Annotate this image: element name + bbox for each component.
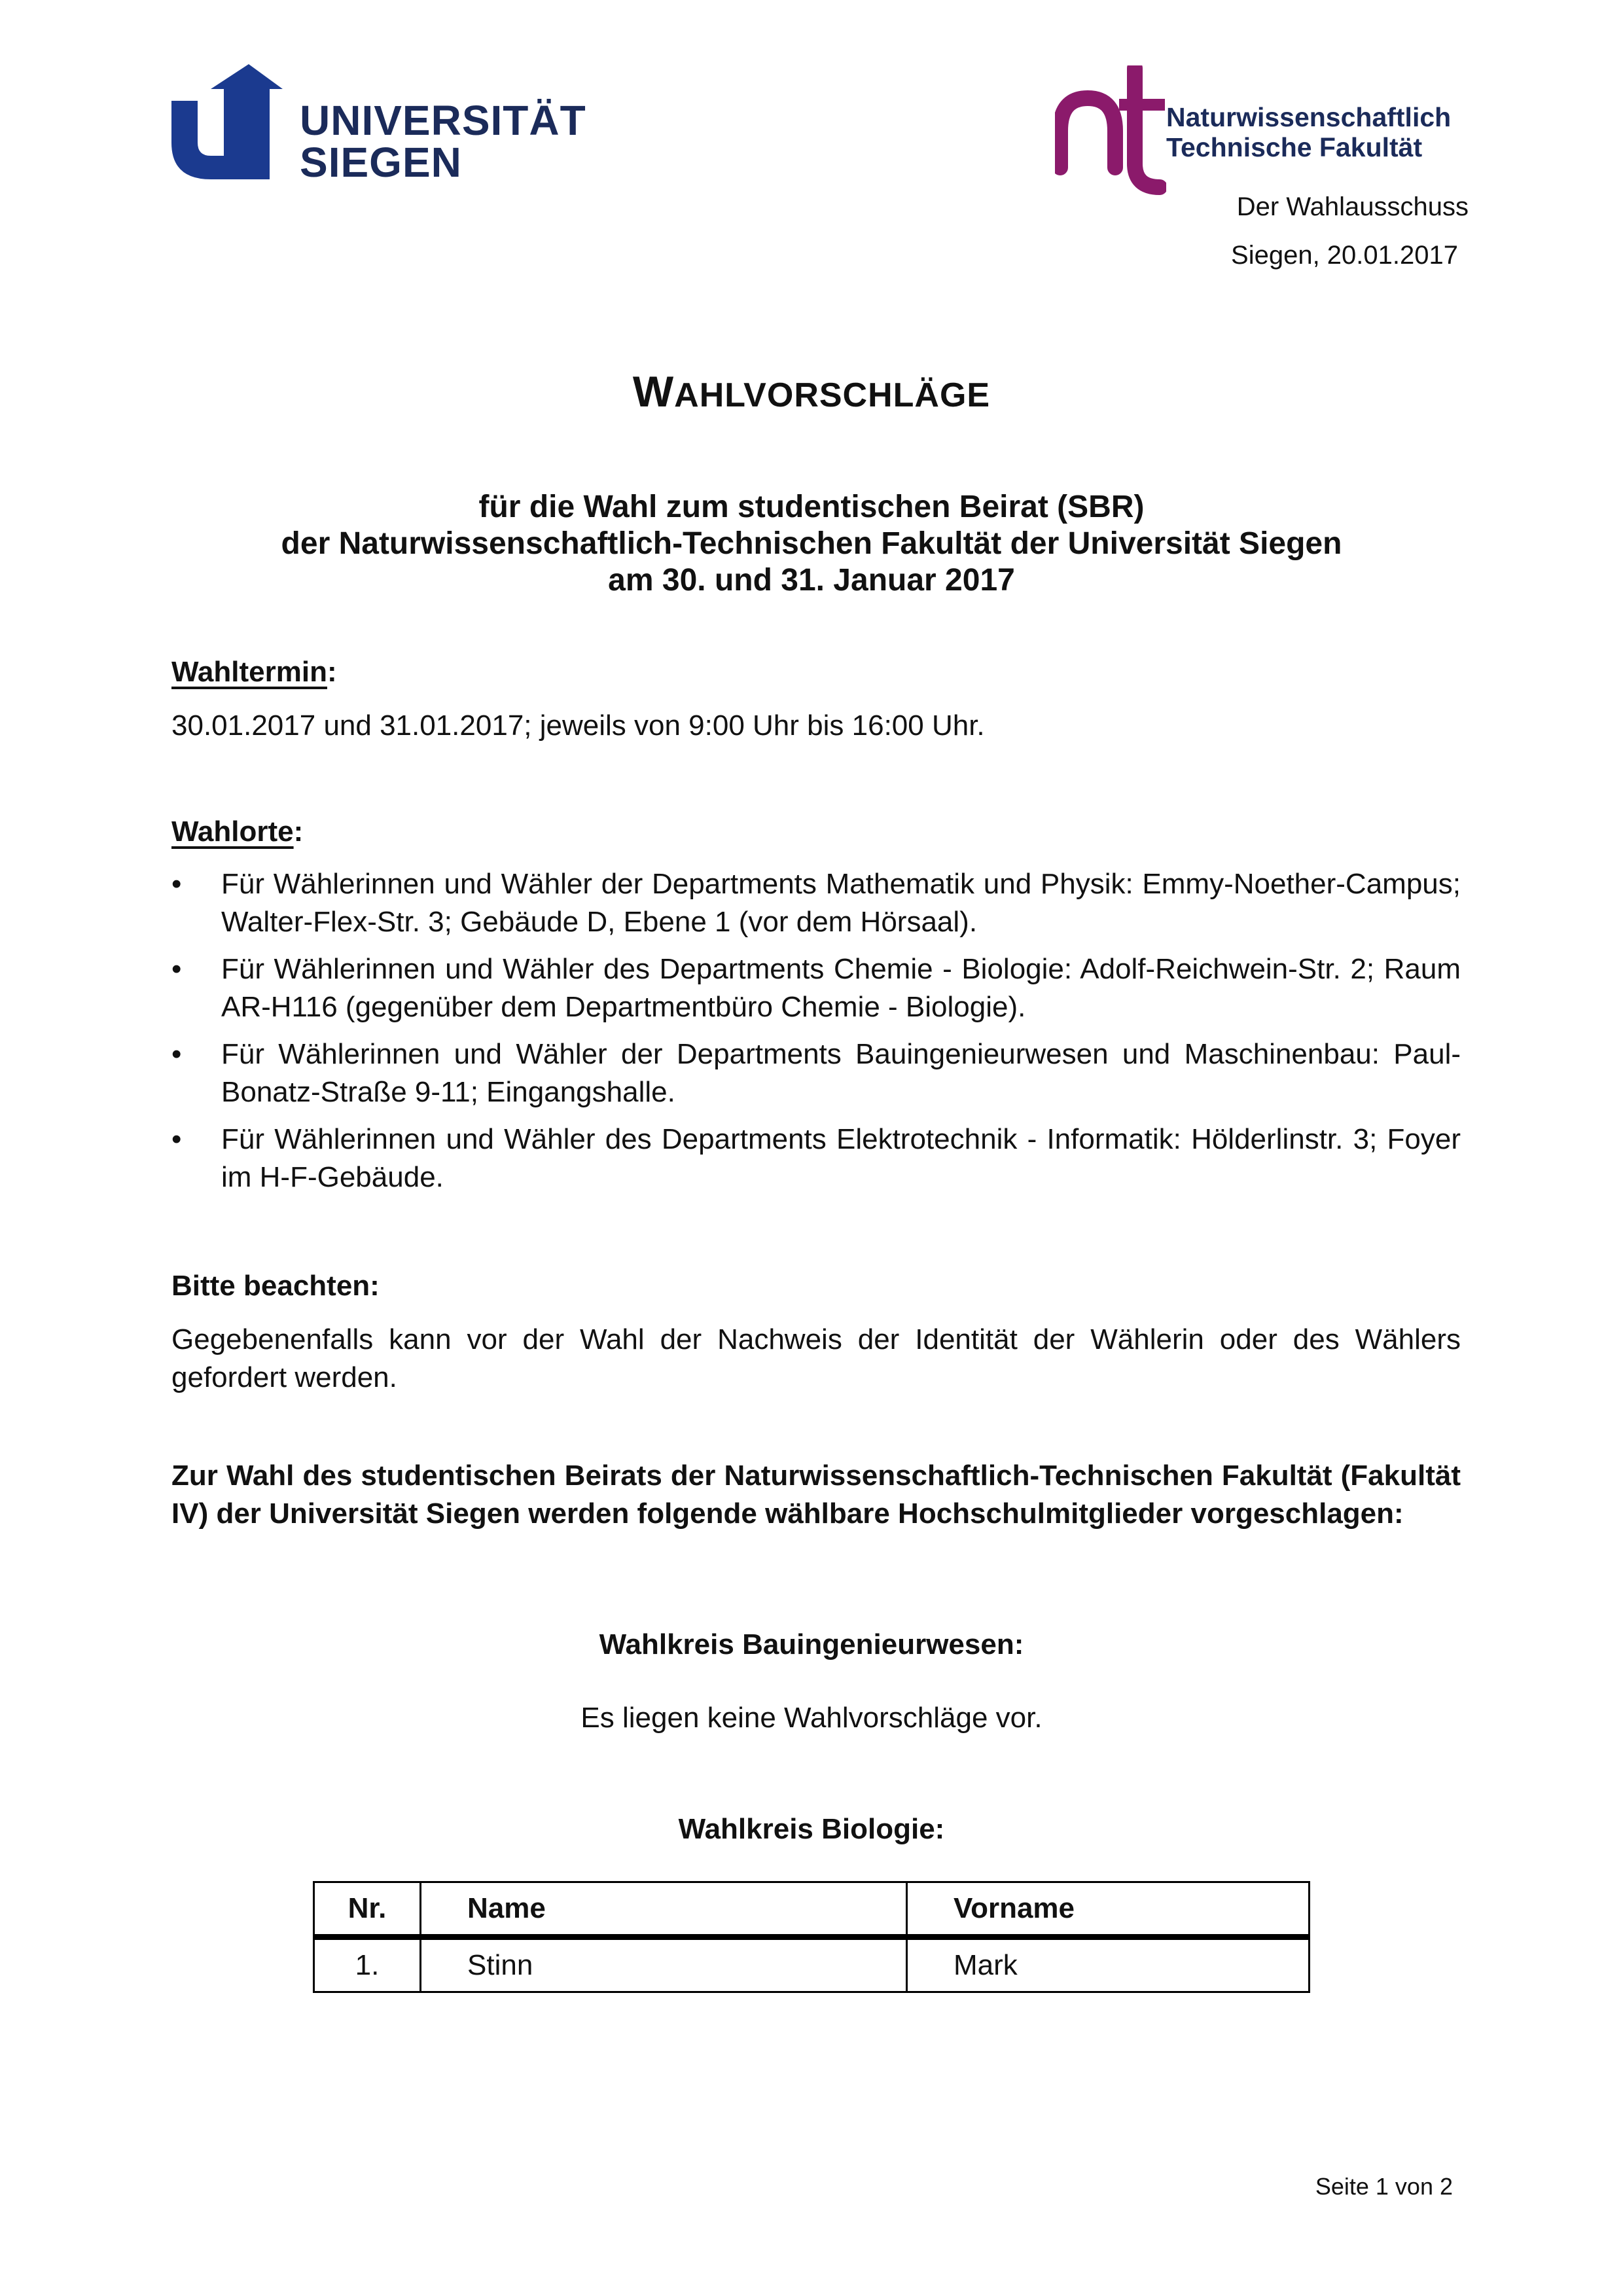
cell-name: Stinn [421, 1937, 907, 1992]
column-header-name: Name [421, 1882, 907, 1937]
constituency-heading-biologie: Wahlkreis Biologie: [678, 1813, 945, 1845]
column-header-nr: Nr. [314, 1882, 421, 1937]
wahlorte-colon: : [293, 816, 304, 848]
document-date: Siegen, 20.01.2017 [1231, 241, 1458, 270]
uni-logo-line2: SIEGEN [300, 139, 462, 186]
page-number: Seite 1 von 2 [1315, 2173, 1453, 2200]
wahltermin-text: 30.01.2017 und 31.01.2017; jeweils von 9:00 Uhr bis 16:00 Uhr. [171, 709, 985, 742]
table-header-row [314, 1882, 1310, 1937]
column-header-vorname: Vorname [907, 1882, 1310, 1937]
list-item [171, 1121, 1461, 1196]
bullet-icon: • [171, 953, 182, 985]
polling-place-text: Für Wählerinnen und Wähler des Departments Chemie - Biologie: Adolf-Reichwein-Str. 2; Raum AR-H116 (gegenüber dem Departmentbüro Chemie - Biologie). [221, 953, 1461, 1023]
faculty-logo-line1: Naturwissenschaftlich [1166, 102, 1452, 132]
list-item [171, 950, 1461, 1026]
intro-paragraph: Zur Wahl des studentischen Beirats der Naturwissenschaftlich-Technischen Fakultät (Fakultät IV) der Universität Siegen werden folgende wählbare Hochschulmitglieder vorgeschlagen: [171, 1460, 1461, 1530]
constituency-heading-bauingenieurwesen: Wahlkreis Bauingenieurwesen: [599, 1628, 1024, 1660]
cell-vorname: Mark [907, 1937, 1310, 1992]
table-row [314, 1937, 1310, 1992]
bullet-icon: • [171, 1038, 182, 1070]
subtitle-line-3: am 30. und 31. Januar 2017 [608, 563, 1015, 598]
note-heading: Bitte beachten: [171, 1270, 380, 1302]
constituency-text-bauingenieurwesen: Es liegen keine Wahlvorschläge vor. [580, 1702, 1043, 1734]
uni-logo-line1: UNIVERSITÄT [300, 97, 586, 144]
university-logo [171, 64, 584, 188]
page-title-rest: AHLVORSCHLÄGE [674, 376, 991, 414]
note-text: Gegebenenfalls kann vor der Wahl der Nachweis der Identität der Wählerin oder des Wählers gefordert werden. [171, 1323, 1461, 1393]
bullet-icon: • [171, 1123, 182, 1155]
polling-places-list [171, 865, 1461, 1206]
subtitle-line-1: für die Wahl zum studentischen Beirat (SBR) [478, 490, 1145, 524]
wahlorte-heading [171, 813, 1461, 851]
page-title-initial: W [632, 367, 675, 416]
committee-label: Der Wahlausschuss [1236, 192, 1469, 221]
subtitle-line-2: der Naturwissenschaftlich-Technischen Fakultät der Universität Siegen [281, 526, 1342, 561]
polling-place-text: Für Wählerinnen und Wähler der Departments Mathematik und Physik: Emmy-Noether-Campus; Walter-Flex-Str. 3; Gebäude D, Ebene 1 (vor dem Hörsaal). [221, 868, 1461, 938]
list-item [171, 1035, 1461, 1111]
list-item [171, 865, 1461, 941]
page-title [0, 367, 1623, 416]
university-emblem-icon [171, 64, 283, 179]
wahlorte-heading-text: Wahlorte [171, 816, 294, 848]
bullet-icon: • [171, 868, 182, 900]
cell-nr: 1. [314, 1937, 421, 1992]
faculty-logo-line2: Technische Fakultät [1166, 132, 1423, 162]
faculty-logo [1055, 65, 1480, 196]
faculty-nt-icon [1055, 65, 1166, 196]
polling-place-text: Für Wählerinnen und Wähler des Departments Elektrotechnik - Informatik: Hölderlinstr. 3; Foyer im H-F-Gebäude. [221, 1123, 1461, 1193]
wahltermin-colon: : [327, 656, 337, 688]
wahltermin-heading-text: Wahltermin [171, 656, 327, 688]
candidate-table [313, 1881, 1310, 1993]
wahltermin-heading [171, 653, 1461, 691]
polling-place-text: Für Wählerinnen und Wähler der Departments Bauingenieurwesen und Maschinenbau: Paul-Bonatz-Straße 9-11; Eingangshalle. [221, 1038, 1461, 1108]
